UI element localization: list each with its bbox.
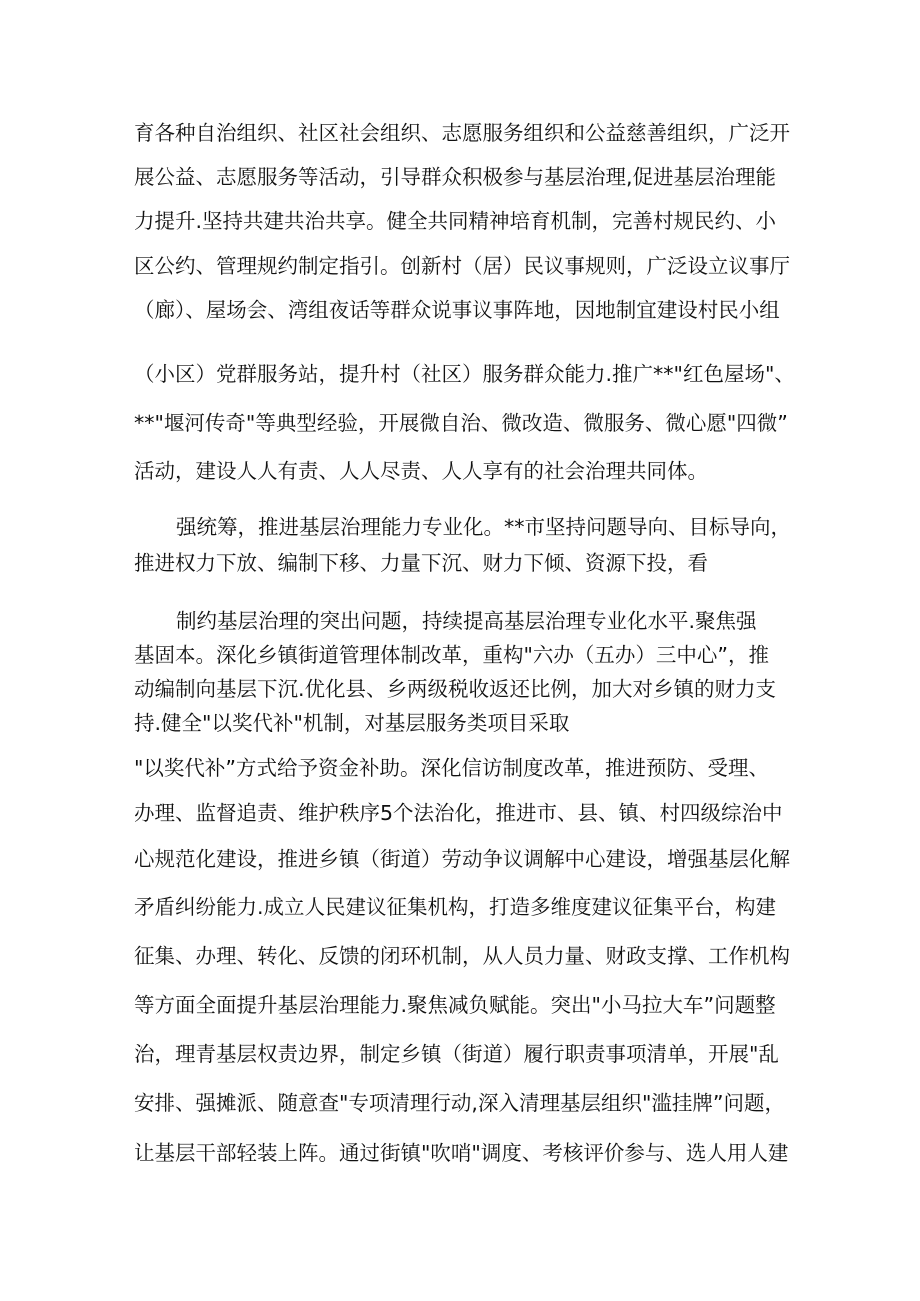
paragraph-4-line-5: 征集、办理、转化、反馈的闭环机制，从人员力量、财政支撑、工作机构 [134,944,790,968]
paragraph-4-line-4: 矛盾纠纷能力.成立人民建议征集机构，打造多维度建议征集平台，构建 [134,895,777,919]
paragraph-1-line-7: **"堰河传奇"等典型经验，开展微自治、微改造、微服务、微心愿"四微” [134,411,788,435]
paragraph-3-line-2: 基固本。深化乡镇街道管理体制改革，重构"六办（五办）三中心”，推 [134,643,770,667]
paragraph-1-line-5: （廊）、屋场会、湾组夜话等群众说事议事阵地，因地制宜建设村民小组 [134,298,780,322]
paragraph-2-line-2: 推进权力下放、编制下移、力量下沉、财力下倾、资源下投，看 [134,551,708,575]
paragraph-4-line-3: 心规范化建设，推进乡镇（街道）劳动争议调解中心建设，增强基层化解 [134,847,790,871]
paragraph-1-line-3: 力提升.坚持共建共治共享。健全共同精神培育机制，完善村规民约、小 [134,209,777,233]
paragraph-3-line-3: 动编制向基层下沉.优化县、乡两级税收返还比例，加大对乡镇的财力支 [134,677,777,701]
paragraph-1-line-6: （小区）党群服务站，提升村（社区）服务群众能力.推广**"红色屋场"、 [134,362,795,386]
paragraph-4-line-8: 安排、强摊派、随意查"专项清理行动,深入清理基层组织"滥挂牌”问题， [134,1091,785,1115]
paragraph-1-line-1: 育各种自治组织、社区社会组织、志愿服务组织和公益慈善组织，广泛开 [134,121,790,145]
paragraph-4-line-1: "以奖代补”方式给予资金补助。深化信访制度改革，推进预防、受理、 [134,756,770,780]
paragraph-4-line-7: 治，理青基层权责边界，制定乡镇（街道）履行职责事项清单，开展"乱 [134,1042,779,1066]
paragraph-4-line-6: 等方面全面提升基层治理能力.聚焦减负赋能。突出"小马拉大车”问题整 [134,993,776,1017]
paragraph-3-line-1: 制约基层治理的突出问题，持续提高基层治理专业化水平.聚焦强 [176,609,757,633]
paragraph-2-line-1: 强统筹，推进基层治理能力专业化。**市坚持问题导向、目标导向， [176,515,791,539]
paragraph-1-line-8: 活动，建设人人有责、人人尽责、人人享有的社会治理共同体。 [134,459,708,483]
paragraph-1-line-2: 展公益、志愿服务等活动，引导群众积极参与基层治理,促进基层治理能 [134,165,777,189]
paragraph-1-line-4: 区公约、管理规约制定指引。创新村（居）民议事规则，广泛设立议事厅 [134,254,790,278]
paragraph-4-line-2: 办理、监督追责、维护秩序5个法治化，推进市、县、镇、村四级综治中 [134,801,783,825]
paragraph-4-line-9: 让基层干部轻装上阵。通过街镇"吹哨"调度、考核评价参与、选人用人建 [134,1141,789,1165]
paragraph-3-line-4: 持.健全"以奖代补"机制，对基层服务类项目采取 [134,711,570,735]
